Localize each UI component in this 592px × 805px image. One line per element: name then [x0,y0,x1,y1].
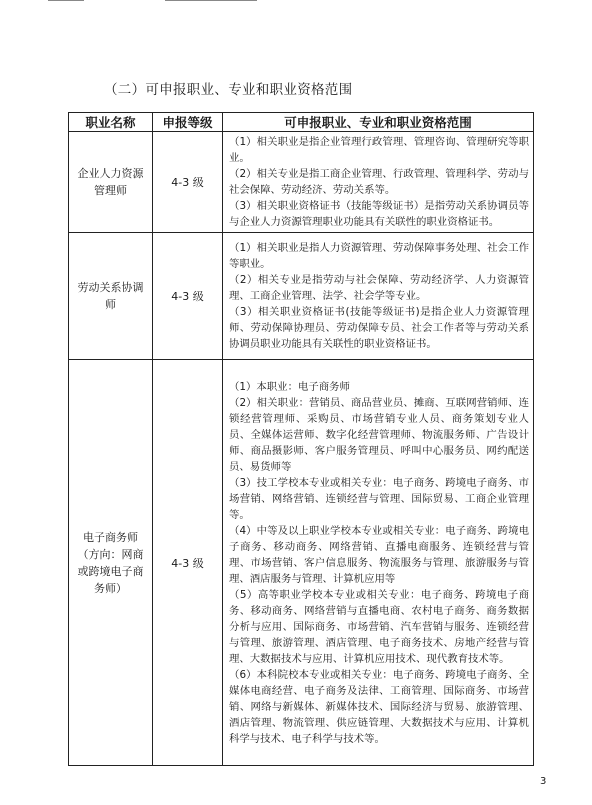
scope-item: （2）相关专业是指工商企业管理、行政管理、管理科学、劳动与社会保障、劳动经济、劳动关系等。 [229,168,529,196]
scope-item: （6）本科院校本专业或相关专业：电子商务、跨境电子商务、全媒体电商经营、电子商务及法律、工商管理、国际商务、市场营销、网络与新媒体、新媒体技术、国际经济与贸易、旅游管理、酒店管理、物流管理、供应链管理、大数据技术与应用、计算机科学与技术、电子科学与技术等。 [229,668,529,745]
header-level: 申报等级 [153,113,223,132]
declaration-level: 4-3 级 [153,360,223,766]
scope-item: （2）相关专业是指劳动与社会保障、劳动经济学、人力资源管理、工商企业管理、法学、社会学等专业。 [229,274,529,302]
scope-item: （2）相关职业：营销员、商品营业员、摊商、互联网营销师、连锁经营管理师、采购员、市场营销专业人员、商务策划专业人员、全媒体运营师、数字化经营管理师、物流服务师、广告设计师、商品摄影师、客户服务管理员、呼叫中心服务员、网约配送员、易货师等 [229,396,529,473]
occupation-name: 劳动关系协调师 [69,233,153,360]
section-title: （二）可申报职业、专业和职业资格范围 [104,82,353,98]
scope-item: （4）中等及以上职业学校本专业或相关专业：电子商务、跨境电子商务、移动商务、网络营销、直播电商服务、连锁经营与管理、市场营销、客户信息服务、物流服务与管理、旅游服务与管理、酒店服务与管理、计算机应用等 [229,524,529,585]
scope-item: （1）本职业：电子商务师 [229,380,350,393]
table-row [69,132,534,233]
declaration-level: 4-3 级 [153,132,223,233]
table-row [69,360,534,766]
scope-item: （1）相关职业是指人力资源管理、劳动保障事务处理、社会工作等职业。 [229,242,529,270]
scope-cell [223,132,534,233]
scope-cell [223,360,534,766]
scope-item: （3）相关职业资格证书（技能等级证书）是指劳动关系协调员等与企业人力资源管理职业功能具有关联性的职业资格证书。 [229,200,529,228]
scope-item: （3）技工学校本专业或相关专业：电子商务、跨境电子商务、市场营销、网络营销、连锁经营与管理、国际贸易、工商企业管理等。 [229,476,529,521]
scope-item: （3）相关职业资格证书(技能等级证书)是指企业人力资源管理师、劳动保障协理员、劳动保障专员、社会工作者等与劳动关系协调员职业功能具有关联性的职业资格证书。 [229,306,529,350]
occupation-name: 电子商务师（方向：网商或跨境电子商务师） [69,360,153,766]
header-rule-right [165,0,257,1]
header-rule-left [48,0,84,1]
page-number: 3 [540,776,547,787]
scope-item: （5）高等职业学校本专业或相关专业：电子商务、跨境电子商务、移动商务、网络营销与直播电商、农村电子商务、商务数据分析与应用、国际商务、市场营销、汽车营销与服务、连锁经营与管理、旅游管理、酒店管理、电子商务技术、房地产经营与管理、大数据技术与应用、计算机应用技术、现代教育技术等。 [229,588,529,665]
occupation-name: 企业人力资源管理师 [69,132,153,233]
scope-item: （1）相关职业是指企业管理行政管理、管理咨询、管理研究等职业。 [229,136,529,164]
table-row [69,233,534,360]
header-occupation-name: 职业名称 [69,113,153,132]
table-header-row [69,113,534,132]
declaration-level: 4-3 级 [153,233,223,360]
qualification-table [68,112,534,766]
scope-cell [223,233,534,360]
header-scope: 可申报职业、专业和职业资格范围 [223,113,534,132]
